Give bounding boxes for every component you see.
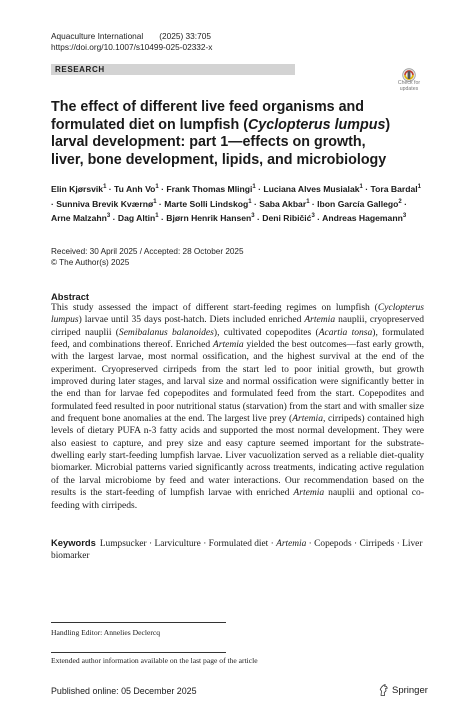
species-name: Artemia [293,487,325,499]
received-accepted: Received: 30 April 2025 / Accepted: 28 October 2025 [51,247,244,256]
species-name: Acartia tonsa [318,326,373,338]
keyword: Liver biomarker [51,539,423,562]
author-name: Dag Altin$^1$ [117,213,159,224]
published-date: Published online: 05 December 2025 [51,686,197,696]
species-name: Cyclopterus lumpus [51,302,424,326]
section-label: RESEARCH [55,65,105,74]
author-name: Tu Anh Vo$^1$ [114,183,159,194]
author-affiliation: 1 [155,184,159,190]
title-part-1: The effect of different live feed organisms and formulated diet on lumpfish ( [51,99,365,133]
journal-citation: (2025) 33:705 [159,31,211,41]
author-name: Andreas Hagemann$^3$ [322,213,407,224]
handling-editor: Handling Editor: Annelies Declercq [51,628,161,637]
author-affiliation: 1 [103,184,107,190]
author-name: Sunniva Brevik Kværnø$^1$ [56,198,157,209]
author-name: Elin Kjørsvik$^1$ [51,183,107,194]
author-name: Luciana Alves Musialak$^1$ [263,183,363,194]
journal-header [51,31,212,53]
author-affiliation: 1 [306,198,310,205]
journal-name: Aquaculture International [51,31,144,41]
author-name: Tora Bardal$^1$ [370,183,421,194]
section-band [51,64,295,75]
abstract-heading: Abstract [51,291,90,302]
author-affiliation: 1 [252,184,256,190]
author-name: Ibon García Gallego$^2$ [317,198,402,209]
abstract-body: This study assessed the impact of different start-feeding regimes on lumpfish (Cyclopterus lumpus) larvae until 35 days post-hatch. Diets included enriched Artemia nauplii, cryopreserved cirriped nauplii (Semibalanus balanoides), cultivated copepodites (Acartia tonsa), formulated feed, and combinations thereof. Enriched Artemia yielded the best outcomes—fast early growth, with the largest larvae, most normal ossification, and the highest survival at the end of the experiment. Cryopreserved cirripeds from the start led to poor initial growth, but growth improved during later stages, and larval size and normal ossification were significantly better in the end than for larvae fed copepodites and formulated feed from the start. Copepodites and formulated feed resulted in poor nutritional status (starvation) from the start and with smaller size and frequent bone anomalies at the end. The largest live prey (Artemia, cirripeds) contained high levels of dietary PUFA n-3 fatty acids and supported the most normal development. They were also easiest to capture, and prey size and easy capture seemed important for the substrate-dwelling early start-feeding lumpfish larvae. Liver vacuolization served as a reliable diet-quality biomarker. Microbial patterns varied significantly across treatments, indicating active regulation of the larval microbiome by feed and water interactions. Our recommendation based on the results is the start-feeding of lumpfish larvae with enriched Artemia nauplii and optional co-feeding with cirripeds. [51,302,425,511]
keywords-label: Keywords [51,537,96,548]
author-affiliation: 1 [248,198,252,205]
author-list: Elin Kjørsvik$^1$ · Tu Anh $Vo^1$ · Frank Thomas Mlingi$^1$ · Luciana Alves Musialak$^1$ · Tora Bardal$^1$ · Sunniva Brevik Kværnø$^1$ · Marte Solli Lindskog$^1$ · Saba Akbar$^1$ · Ibon García Gallego$^2$ · Arne Malzahn$^3$ · Dag Altin$^1$ · Bjørn Henrik Hansen$^3$ · Deni Ribičić$^3$ · Andreas Hagemann$^3$ [51,183,421,224]
author-name: Frank Thomas Mlingi$^1$ [166,183,256,194]
species-name: Artemia [292,413,323,425]
author-name: Saba Akbar$^1$ [259,198,310,209]
article-dates [51,247,244,269]
author-name: Marte Solli Lindskog$^1$ [164,198,252,209]
check-for-updates-badge[interactable] [392,68,426,100]
article-title [51,99,401,169]
badge-text [392,80,426,92]
copyright: © The Author(s) 2025 [51,257,130,267]
keyword: Formulated diet [208,539,269,549]
footnote-divider [51,622,226,623]
species-name: Artemia [304,314,336,326]
keyword: Cirripeds [359,539,395,549]
doi-link[interactable]: https://doi.org/10.1007/s10499-025-02332-x [51,42,213,52]
springer-horse-logo-icon [378,683,390,697]
author-affiliation: 1 [359,184,363,190]
keywords [51,537,424,563]
author-affiliation: 3 [106,213,111,220]
extended-author-info: Extended author information available on the last page of the article [51,656,258,665]
author-affiliation: 3 [251,213,255,220]
keyword: Lumpsucker [99,539,147,549]
author-affiliation: 2 [398,198,402,205]
author-affiliation: 1 [153,198,157,205]
author-name: Deni Ribičić$^3$ [262,213,315,224]
title-species: Cyclopterus lumpus [247,116,386,133]
keyword: Artemia [276,539,307,549]
author-name: Bjørn Henrik Hansen$^3$ [166,213,255,224]
keyword: Larviculture [154,539,201,549]
author-affiliation: 1 [417,184,421,190]
publisher-name: Springer [392,685,428,696]
author-affiliation: 1 [155,213,159,220]
badge-line-1: Check for [397,80,421,86]
badge-line-2: updates [399,86,419,92]
author-name: Arne Malzahn$^3$ [51,213,111,224]
footnote-divider [51,652,226,653]
author-affiliation: 3 [402,213,407,220]
keyword: Copepods [314,539,352,549]
species-name: Artemia [212,339,244,351]
title-part-2: ) larval development: part 1—effects on growth, liver, bone development, lipids, and microbiology [51,116,391,168]
species-name: Semibalanus balanoides [118,326,214,338]
keywords-list: Lumpsucker · Larviculture · Formulated diet · Artemia · Copepods · Cirripeds · Liver biomarker [51,539,423,562]
author-affiliation: 3 [311,213,315,220]
